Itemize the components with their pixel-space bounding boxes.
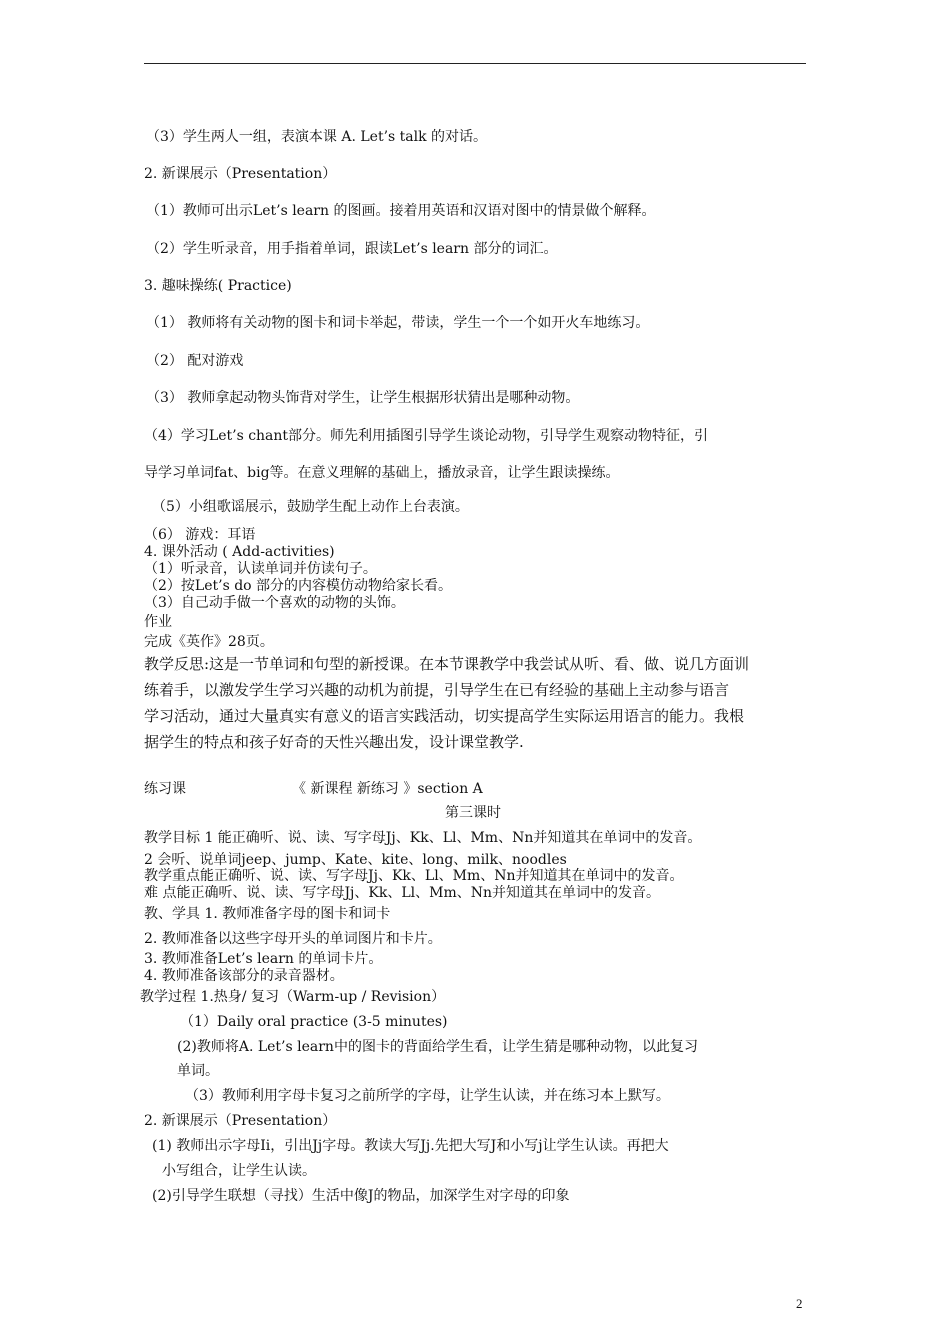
text-line: 难 点能正确听、说、读、写字母Jj、Kk、Ll、Mm、Nn并知道其在单词中的发音。	[144, 885, 660, 901]
text-line: 教、学具 1. 教师准备字母的图卡和词卡	[144, 906, 391, 922]
text-line: （6） 游戏：耳语	[144, 527, 256, 543]
text-line: （3）学生两人一组，表演本课 A. Let’s talk 的对话。	[146, 129, 488, 145]
lesson-type-label: 练习课	[144, 781, 186, 797]
text-line: 教学过程 1.热身/ 复习（Warm-up / Revision）	[140, 989, 446, 1005]
reflection-line: 练着手，以激发学生学习兴趣的动机为前提，引导学生在已有经验的基础上主动参与语言	[144, 681, 730, 699]
section-heading: 2. 新课展示（Presentation）	[144, 1113, 337, 1129]
text-line: （1）听录音，认读单词并仿读句子。	[144, 561, 377, 577]
text-line: 2 会听、说单词jeep、jump、Kate、kite、long、milk、noodles	[144, 852, 567, 868]
reflection-line: 学习活动，通过大量真实有意义的语言实践活动，切实提高学生实际运用语言的能力。我根	[144, 707, 745, 725]
reflection-line: 据学生的特点和孩子好奇的天性兴趣出发，设计课堂教学.	[144, 733, 524, 751]
text-line: 教学重点能正确听、说、读、写字母Jj、Kk、Ll、Mm、Nn并知道其在单词中的发音。	[144, 868, 684, 884]
homework-heading: 作业	[144, 614, 172, 630]
text-line: (1) 教师出示字母Ii，引出Jj字母。教读大写Jj.先把大写J和小写j让学生认读。再把大	[152, 1138, 669, 1154]
text-line: (2)教师将A. Let’s learn中的图卡的背面给学生看，让学生猜是哪种动物，以此复习	[177, 1039, 698, 1055]
text-line: 完成《英作》28页。	[144, 634, 274, 650]
section-heading: 2. 新课展示（Presentation）	[144, 166, 337, 182]
text-line: （1）Daily oral practice (3-5 minutes)	[180, 1014, 448, 1030]
text-line: （2）学生听录音，用手指着单词，跟读Let’s learn 部分的词汇。	[146, 241, 558, 257]
header-rule	[144, 63, 806, 64]
text-line: 单词。	[177, 1063, 219, 1079]
text-line: （3）教师利用字母卡复习之前所学的字母，让学生认读，并在练习本上默写。	[185, 1088, 670, 1104]
text-line: 教学目标 1 能正确听、说、读、写字母Jj、Kk、Ll、Mm、Nn并知道其在单词中的发音。	[144, 830, 702, 846]
text-line: （2） 配对游戏	[146, 353, 244, 369]
text-line: 小写组合，让学生认读。	[162, 1163, 316, 1179]
text-line: 导学习单词fat、big等。在意义理解的基础上，播放录音，让学生跟读操练。	[144, 465, 620, 481]
page-number: 2	[796, 1296, 803, 1311]
text-line: 4. 教师准备该部分的录音器材。	[144, 968, 344, 984]
text-line: （2）按Let’s do 部分的内容模仿动物给家长看。	[144, 578, 453, 594]
text-line: （4）学习Let’s chant部分。师先利用插图引导学生谈论动物，引导学生观察动物特征，引	[144, 428, 709, 444]
text-line: 3. 教师准备Let’s learn 的单词卡片。	[144, 951, 383, 967]
lesson-title: 《 新课程 新练习 》section A	[292, 781, 483, 797]
text-line: （5）小组歌谣展示，鼓励学生配上动作上台表演。	[152, 499, 469, 515]
reflection-line: 教学反思:这是一节单词和句型的新授课。在本节课教学中我尝试从听、看、做、说几方面训	[144, 655, 750, 673]
text-line: (2)引导学生联想（寻找）生活中像J的物品，加深学生对字母的印象	[152, 1188, 570, 1204]
section-heading: 3. 趣味操练( Practice)	[144, 278, 292, 294]
lesson-period: 第三课时	[445, 805, 501, 821]
text-line: （3） 教师拿起动物头饰背对学生，让学生根据形状猜出是哪种动物。	[146, 390, 580, 406]
text-line: 2. 教师准备以这些字母开头的单词图片和卡片。	[144, 931, 442, 947]
section-heading: 4. 课外活动 ( Add-activities)	[144, 544, 335, 560]
text-line: （1） 教师将有关动物的图卡和词卡举起，带读，学生一个一个如开火车地练习。	[146, 315, 650, 331]
text-line: （3）自己动手做一个喜欢的动物的头饰。	[144, 595, 405, 611]
text-line: （1）教师可出示Let’s learn 的图画。接着用英语和汉语对图中的情景做个解释。	[146, 203, 656, 219]
